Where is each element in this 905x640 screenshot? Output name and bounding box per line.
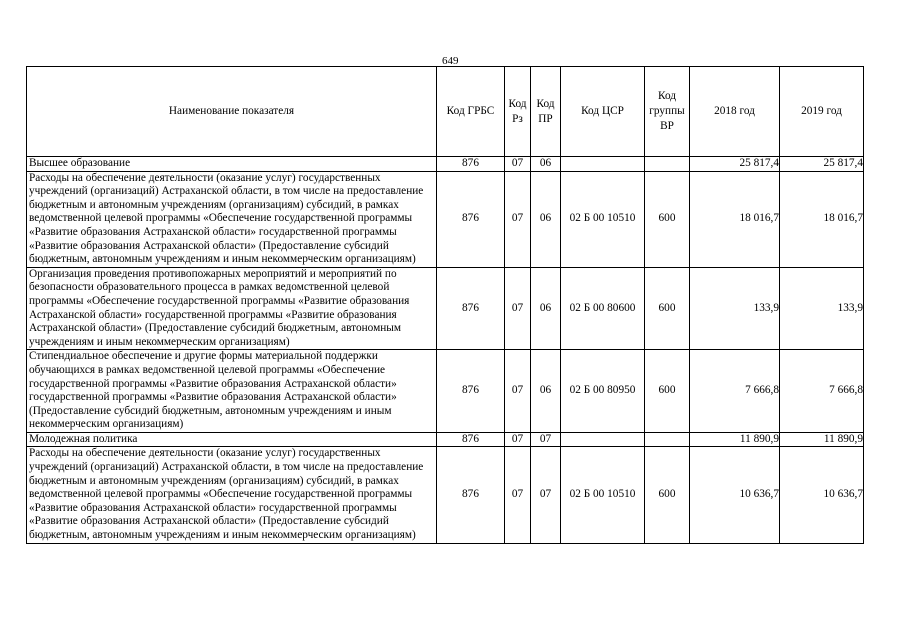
budget-table: [26, 66, 864, 544]
row-name: Расходы на обеспечение деятельности (оказание услуг) государственных учреждений (организаций) Астраханской области, в том числе на предоставление бюджетным и автономным учреждениям (организациям) субсидий, в рамках ведомственной целевой программы «Обеспечение государственной программы «Развитие образования Астраханской области» государственной программы «Развитие образования Астраханской области» (Предоставление субсидий бюджетным, автономным учреждениям и иным некоммерческим организациям): [27, 447, 437, 543]
row-pr: 06: [531, 350, 561, 433]
row-name: Стипендиальное обеспечение и другие формы материальной поддержки обучающихся в рамках ведомственной целевой программы «Обеспечение государственной программы «Развитие образования Астраханской области» государственной программы «Развитие образования Астраханской области» (Предоставление субсидий бюджетным, автономным учреждениям и иным некоммерческим организациям): [27, 350, 437, 433]
table-row: [27, 157, 864, 172]
row-grbs: 876: [437, 447, 505, 543]
row-2018: 10 636,7: [690, 447, 780, 543]
row-name: Организация проведения противопожарных мероприятий и мероприятий по безопасности образовательного процесса в рамках ведомственной целевой программы «Обеспечение государственной программы «Развитие образования Астраханской области» государственной программы «Развитие образования Астраханской области» (Предоставление субсидий бюджетным, автономным учреждениям и иным некоммерческим организациям): [27, 267, 437, 350]
page-number: 649: [442, 55, 459, 67]
table-row: [27, 350, 864, 433]
row-2018: 25 817,4: [690, 157, 780, 172]
row-rz: 07: [505, 350, 531, 433]
row-vr: 600: [645, 350, 690, 433]
row-csr: 02 Б 00 10510: [561, 171, 645, 267]
header-csr: Код ЦСР: [561, 67, 645, 157]
row-pr: 06: [531, 171, 561, 267]
row-grbs: 876: [437, 350, 505, 433]
row-2018: 7 666,8: [690, 350, 780, 433]
header-vr: Код группы ВР: [645, 67, 690, 157]
row-vr: [645, 157, 690, 172]
row-2019: 7 666,8: [780, 350, 864, 433]
row-pr: 07: [531, 447, 561, 543]
row-csr: [561, 157, 645, 172]
row-2018: 18 016,7: [690, 171, 780, 267]
row-grbs: 876: [437, 157, 505, 172]
row-rz: 07: [505, 171, 531, 267]
row-vr: [645, 432, 690, 447]
row-grbs: 876: [437, 267, 505, 350]
row-grbs: 876: [437, 432, 505, 447]
row-pr: 06: [531, 267, 561, 350]
header-rz: Код Рз: [505, 67, 531, 157]
row-rz: 07: [505, 447, 531, 543]
header-grbs: Код ГРБС: [437, 67, 505, 157]
row-vr: 600: [645, 447, 690, 543]
row-vr: 600: [645, 267, 690, 350]
row-rz: 07: [505, 432, 531, 447]
row-name: Расходы на обеспечение деятельности (оказание услуг) государственных учреждений (организаций) Астраханской области, в том числе на предоставление бюджетным и автономным учреждениям (организациям) субсидий, в рамках ведомственной целевой программы «Обеспечение государственной программы «Развитие образования Астраханской области» государственной программы «Развитие образования Астраханской области» (Предоставление субсидий бюджетным, автономным учреждениям и иным некоммерческим организациям): [27, 171, 437, 267]
row-2019: 10 636,7: [780, 447, 864, 543]
row-pr: 07: [531, 432, 561, 447]
header-2019: 2019 год: [780, 67, 864, 157]
row-csr: 02 Б 00 80950: [561, 350, 645, 433]
row-rz: 07: [505, 267, 531, 350]
row-pr: 06: [531, 157, 561, 172]
header-2018: 2018 год: [690, 67, 780, 157]
table-row: [27, 171, 864, 267]
row-2019: 133,9: [780, 267, 864, 350]
row-2018: 11 890,9: [690, 432, 780, 447]
row-name: Молодежная политика: [27, 432, 437, 447]
row-2018: 133,9: [690, 267, 780, 350]
row-csr: [561, 432, 645, 447]
row-rz: 07: [505, 157, 531, 172]
header-name: Наименование показателя: [27, 67, 437, 157]
row-vr: 600: [645, 171, 690, 267]
row-grbs: 876: [437, 171, 505, 267]
row-2019: 11 890,9: [780, 432, 864, 447]
row-csr: 02 Б 00 80600: [561, 267, 645, 350]
header-row: [27, 67, 864, 157]
row-2019: 25 817,4: [780, 157, 864, 172]
table-row: [27, 432, 864, 447]
row-2019: 18 016,7: [780, 171, 864, 267]
row-name: Высшее образование: [27, 157, 437, 172]
table-row: [27, 267, 864, 350]
header-pr: Код ПР: [531, 67, 561, 157]
table-row: [27, 447, 864, 543]
row-csr: 02 Б 00 10510: [561, 447, 645, 543]
